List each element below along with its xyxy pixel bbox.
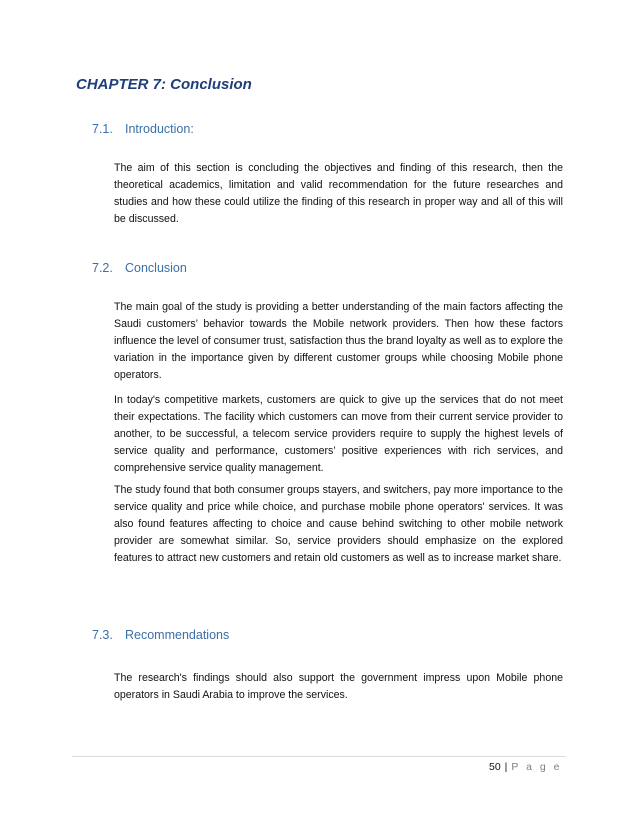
- section-heading-recommendations: [92, 628, 229, 642]
- page-label: P a g e: [511, 761, 562, 773]
- section-number: 7.3.: [92, 628, 113, 642]
- section-title: Conclusion: [125, 261, 187, 275]
- section-heading-introduction: [92, 122, 194, 136]
- section-heading-conclusion: [92, 261, 187, 275]
- footer-separator: |: [504, 761, 508, 773]
- page-number: 50: [488, 761, 501, 773]
- section-title: Recommendations: [125, 628, 230, 642]
- conclusion-paragraph-1: The main goal of the study is providing a better understanding of the main factors affecting the Saudi customers’ behavior towards the Mobile network providers. Then how these factors influence the level of consumer trust, satisfaction thus the brand loyalty as well as to explore the variation in the importance given by different customer groups while choosing Mobile phone operators.: [114, 301, 563, 381]
- conclusion-paragraph-2: In today's competitive markets, customers are quick to give up the services that do not meet their expectations. The facility which customers can move from their current service provider to another, to be successful, a telecom service providers require to supply the highest levels of service quality and performance, customers’ positive experiences with rich services, and comprehensive service quality management.: [114, 394, 563, 474]
- introduction-paragraph: The aim of this section is concluding the objectives and finding of this research, then the theoretical academics, limitation and valid recommendation for the future researches and studies and how these could utilize the finding of this research in proper way and all of this will be discussed.: [114, 162, 563, 225]
- recommendations-paragraph: The research's findings should also support the government impress upon Mobile phone operators in Saudi Arabia to improve the services.: [114, 672, 563, 701]
- section-title: Introduction:: [125, 122, 194, 136]
- page-footer: [489, 761, 562, 773]
- chapter-title: CHAPTER 7: Conclusion: [76, 76, 252, 93]
- conclusion-paragraph-3: The study found that both consumer groups stayers, and switchers, pay more importance to the service quality and price while choice, and purchase mobile phone operators' services. It was also found features affecting to choice and cause behind switching to other mobile network provider are somewhat similar. So, service providers should emphasize on the explored features to attract new customers and retain old customers as well as to increase market share.: [114, 484, 563, 564]
- section-number: 7.1.: [92, 122, 113, 136]
- footer-divider: [72, 756, 566, 757]
- section-number: 7.2.: [92, 261, 113, 275]
